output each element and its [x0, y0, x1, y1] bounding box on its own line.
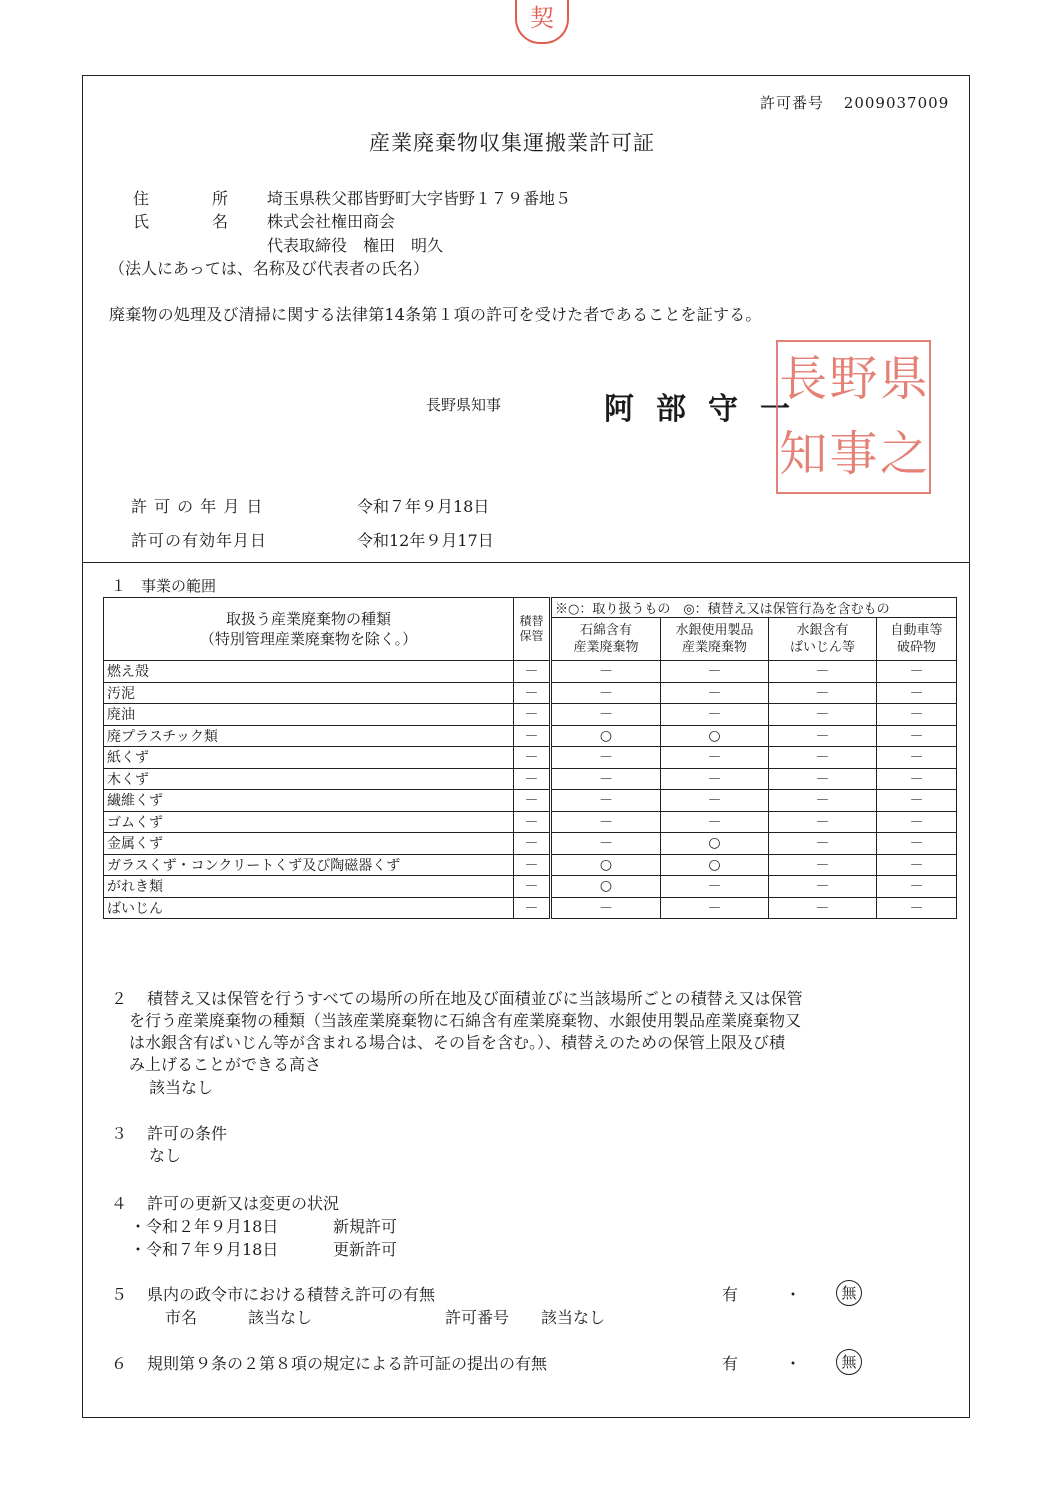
section5-number: ５ — [111, 1285, 128, 1304]
storage-header-line2: 保管 — [519, 629, 544, 643]
business-scope-table — [103, 597, 957, 919]
storage-cell: － — [514, 854, 551, 876]
mercury-dust-cell: － — [769, 897, 877, 919]
section6-number: ６ — [111, 1354, 128, 1373]
asbestos-cell: － — [551, 790, 661, 812]
asbestos-cell: － — [551, 833, 661, 855]
city-permit-label: 許可番号 — [445, 1308, 510, 1327]
address-label-1: 住 — [133, 189, 150, 208]
address-label-2: 所 — [212, 189, 229, 208]
mercury-dust-cell: － — [769, 790, 877, 812]
waste-kind-cell: がれき類 — [104, 876, 514, 898]
company-name: 株式会社権田商会 — [267, 212, 396, 231]
mercury-dust-cell: － — [769, 768, 877, 790]
waste-kind-cell: 汚泥 — [104, 682, 514, 704]
scope-table-body — [104, 661, 957, 919]
mercury-products-cell: － — [661, 768, 769, 790]
section2-number: ２ — [111, 989, 128, 1008]
mercury-dust-cell: － — [769, 661, 877, 683]
waste-kind-cell: 木くず — [104, 768, 514, 790]
governor-title: 長野県知事 — [426, 396, 502, 414]
section3-heading: 許可の条件 — [147, 1124, 228, 1143]
table-row — [104, 768, 957, 790]
table-row — [104, 704, 957, 726]
waste-kind-cell: 繊維くず — [104, 790, 514, 812]
name-label-2: 名 — [212, 212, 229, 231]
section2-line3: は水銀含有ばいじん等が含まれる場合は、その旨を含む。）、積替えのための保管上限及び積 — [129, 1033, 786, 1052]
table-row — [104, 661, 957, 683]
mercury-products-cell: － — [661, 704, 769, 726]
storage-cell: － — [514, 682, 551, 704]
column-header-kind — [104, 598, 514, 661]
storage-cell: － — [514, 768, 551, 790]
mercury-products-cell: ○ — [661, 854, 769, 876]
kind-header-line2: （特別管理産業廃棄物を除く。） — [199, 630, 418, 648]
name-label-1: 氏 — [133, 212, 150, 231]
legend-note: ※○：取り扱うもの ◎：積替え又は保管行為を含むもの — [551, 598, 957, 618]
auto-shredder-cell: － — [877, 682, 957, 704]
auto-shredder-cell: － — [877, 725, 957, 747]
section6-dot: ・ — [785, 1354, 802, 1373]
holder-note: （法人にあっては、名称及び代表者の氏名） — [109, 259, 429, 278]
table-row — [104, 682, 957, 704]
auto-shredder-cell: － — [877, 661, 957, 683]
asbestos-cell: － — [551, 661, 661, 683]
auto-shredder-cell: － — [877, 811, 957, 833]
waste-kind-cell: ガラスくず・コンクリートくず及び陶磁器くず — [104, 854, 514, 876]
permit-number-value: 2009037009 — [843, 94, 950, 112]
permit-number — [760, 92, 949, 113]
storage-cell: － — [514, 747, 551, 769]
section5-no-circled: 無 — [836, 1280, 862, 1306]
document-title: 産業廃棄物収集運搬業許可証 — [369, 131, 655, 155]
governor-official-seal — [776, 340, 931, 494]
table-row — [104, 725, 957, 747]
table-row — [104, 876, 957, 898]
column-header-auto-shredder: 自動車等 破砕物 — [877, 618, 957, 661]
storage-cell: － — [514, 725, 551, 747]
storage-cell: － — [514, 790, 551, 812]
section6-yes: 有 — [722, 1354, 739, 1373]
certification-statement: 廃棄物の処理及び清掃に関する法律第14条第１項の許可を受けた者であることを証する。 — [109, 305, 762, 324]
seal-char: 長 — [779, 351, 828, 407]
asbestos-cell: ○ — [551, 725, 661, 747]
city-label: 市名 — [165, 1308, 198, 1327]
column-header-storage — [514, 598, 551, 661]
mercury-products-cell: － — [661, 661, 769, 683]
asbestos-cell: ○ — [551, 854, 661, 876]
auto-shredder-cell: － — [877, 790, 957, 812]
section2-line4: み上げることができる高さ — [129, 1055, 322, 1074]
table-row — [104, 811, 957, 833]
history-status-1: 新規許可 — [333, 1217, 398, 1236]
mercury-products-cell: ○ — [661, 725, 769, 747]
storage-cell: － — [514, 661, 551, 683]
seal-char: 野 — [829, 351, 878, 407]
kind-header-line1: 取扱う産業廃棄物の種類 — [225, 610, 391, 628]
section2-line2: を行う産業廃棄物の種類（当該産業廃棄物に石綿含有産業廃棄物、水銀使用製品産業廃棄物又 — [129, 1011, 802, 1030]
section5-yes: 有 — [722, 1285, 739, 1304]
representative-name: 代表取締役 権田 明久 — [267, 236, 444, 255]
asbestos-cell: － — [551, 704, 661, 726]
seal-char: 県 — [879, 351, 928, 407]
top-seal-stamp: 契 — [515, 0, 569, 44]
storage-header-line1: 積替 — [519, 614, 544, 628]
section4-heading: 許可の更新又は変更の状況 — [147, 1194, 340, 1213]
section4-number: ４ — [111, 1194, 128, 1213]
waste-kind-cell: 紙くず — [104, 747, 514, 769]
table-row — [104, 747, 957, 769]
waste-kind-cell: ゴムくず — [104, 811, 514, 833]
history-status-2: 更新許可 — [333, 1240, 398, 1259]
waste-kind-cell: 燃え殻 — [104, 661, 514, 683]
storage-cell: － — [514, 704, 551, 726]
seal-char: 之 — [879, 426, 928, 482]
storage-cell: － — [514, 897, 551, 919]
asbestos-cell: － — [551, 747, 661, 769]
auto-shredder-cell: － — [877, 704, 957, 726]
mercury-products-cell: － — [661, 876, 769, 898]
mercury-dust-cell: － — [769, 876, 877, 898]
city-permit-value: 該当なし — [541, 1308, 606, 1327]
storage-cell: － — [514, 811, 551, 833]
asbestos-cell: － — [551, 768, 661, 790]
section6-heading: 規則第９条の２第８項の規定による許可証の提出の有無 — [147, 1354, 548, 1373]
expiry-date-value: 令和12年９月17日 — [357, 531, 494, 550]
section6-no-circled: 無 — [836, 1349, 862, 1375]
mercury-products-cell: － — [661, 682, 769, 704]
seal-char: 事 — [829, 426, 878, 482]
history-date-1: ・令和２年９月18日 — [130, 1217, 279, 1236]
column-header-mercury-dust: 水銀含有 ばいじん等 — [769, 618, 877, 661]
address-value: 埼玉県秩父郡皆野町大字皆野１７９番地５ — [267, 189, 572, 208]
mercury-dust-cell: － — [769, 725, 877, 747]
mercury-dust-cell: － — [769, 704, 877, 726]
storage-cell: － — [514, 833, 551, 855]
seal-char: 知 — [779, 426, 828, 482]
storage-cell: － — [514, 876, 551, 898]
section2-value: 該当なし — [149, 1078, 214, 1097]
permit-number-label: 許可番号 — [760, 94, 825, 112]
waste-kind-cell: 廃プラスチック類 — [104, 725, 514, 747]
expiry-date-label: 許可の有効年月日 — [131, 531, 268, 550]
governor-name: 阿部守一 — [604, 392, 812, 427]
waste-kind-cell: 廃油 — [104, 704, 514, 726]
waste-kind-cell: ばいじん — [104, 897, 514, 919]
history-date-2: ・令和７年９月18日 — [130, 1240, 279, 1259]
section5-heading: 県内の政令市における積替え許可の有無 — [147, 1285, 436, 1304]
asbestos-cell: － — [551, 811, 661, 833]
mercury-products-cell: － — [661, 747, 769, 769]
asbestos-cell: － — [551, 897, 661, 919]
asbestos-cell: ○ — [551, 876, 661, 898]
section1-heading: １ 事業の範囲 — [111, 577, 217, 595]
city-value: 該当なし — [248, 1308, 313, 1327]
permit-date-value: 令和７年９月18日 — [357, 497, 490, 516]
mercury-dust-cell: － — [769, 833, 877, 855]
auto-shredder-cell: － — [877, 747, 957, 769]
auto-shredder-cell: － — [877, 854, 957, 876]
auto-shredder-cell: － — [877, 897, 957, 919]
permit-date-label: 許 可 の 年 月 日 — [131, 497, 264, 516]
section5-dot: ・ — [785, 1285, 802, 1304]
section3-value: なし — [149, 1146, 182, 1165]
column-header-asbestos: 石綿含有 産業廃棄物 — [551, 618, 661, 661]
table-row — [104, 897, 957, 919]
section2-line1: 積替え又は保管を行うすべての場所の所在地及び面積並びに当該場所ごとの積替え又は保管 — [147, 989, 803, 1008]
auto-shredder-cell: － — [877, 833, 957, 855]
column-header-mercury-products: 水銀使用製品 産業廃棄物 — [661, 618, 769, 661]
mercury-products-cell: － — [661, 897, 769, 919]
mercury-dust-cell: － — [769, 811, 877, 833]
waste-kind-cell: 金属くず — [104, 833, 514, 855]
asbestos-cell: － — [551, 682, 661, 704]
mercury-products-cell: － — [661, 790, 769, 812]
mercury-dust-cell: － — [769, 682, 877, 704]
auto-shredder-cell: － — [877, 876, 957, 898]
mercury-products-cell: － — [661, 811, 769, 833]
table-row — [104, 790, 957, 812]
mercury-dust-cell: － — [769, 854, 877, 876]
auto-shredder-cell: － — [877, 768, 957, 790]
mercury-products-cell: ○ — [661, 833, 769, 855]
section3-number: ３ — [111, 1124, 128, 1143]
table-row — [104, 854, 957, 876]
table-row — [104, 833, 957, 855]
mercury-dust-cell: － — [769, 747, 877, 769]
section-divider — [82, 562, 970, 563]
